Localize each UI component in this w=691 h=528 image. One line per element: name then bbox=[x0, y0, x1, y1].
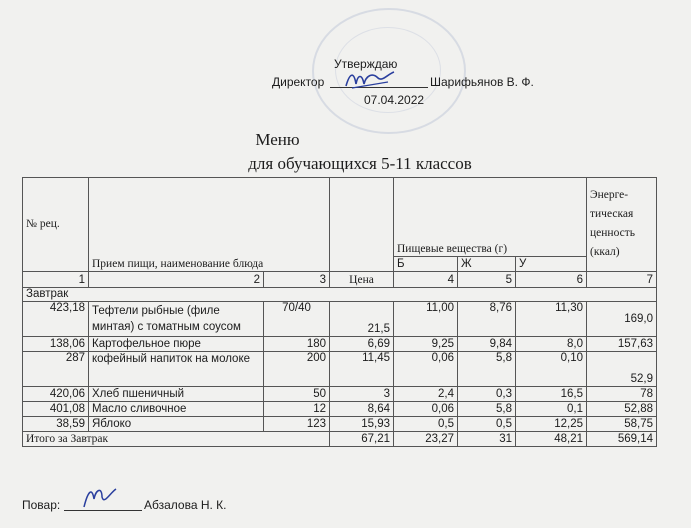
table-row bbox=[23, 337, 657, 352]
total-row bbox=[23, 432, 657, 447]
cell-name: Хлеб пшеничный bbox=[89, 387, 264, 402]
cook-label: Повар: bbox=[22, 498, 61, 512]
cell-name: кофейный напиток на молоке bbox=[89, 352, 264, 387]
cell-u: 16,5 bbox=[516, 387, 587, 402]
header-recipe: № рец. bbox=[23, 178, 89, 272]
total-label: Итого за Завтрак bbox=[23, 432, 330, 447]
cell-energy: 157,63 bbox=[587, 337, 657, 352]
column-number: 6 bbox=[516, 272, 587, 288]
cell-energy: 58,75 bbox=[587, 417, 657, 432]
cell-rec: 420,06 bbox=[23, 387, 89, 402]
cook-name: Абзалова Н. К. bbox=[144, 498, 227, 512]
director-label: Директор bbox=[272, 75, 325, 89]
cell-weight: 50 bbox=[264, 387, 330, 402]
total-u: 48,21 bbox=[516, 432, 587, 447]
cell-name: Яблоко bbox=[89, 417, 264, 432]
cell-name: Масло сливочное bbox=[89, 402, 264, 417]
cell-price: 15,93 bbox=[330, 417, 394, 432]
column-number: 5 bbox=[458, 272, 516, 288]
cell-zh: 8,76 bbox=[458, 302, 516, 337]
cell-name: Картофельное пюре bbox=[89, 337, 264, 352]
cell-zh: 0,3 bbox=[458, 387, 516, 402]
table-row bbox=[23, 302, 657, 337]
total-energy: 569,14 bbox=[587, 432, 657, 447]
cell-price: 3 bbox=[330, 387, 394, 402]
cell-energy: 52,9 bbox=[587, 352, 657, 387]
subheader-price: Цена bbox=[330, 272, 394, 288]
cell-energy: 52,88 bbox=[587, 402, 657, 417]
cell-b: 11,00 bbox=[394, 302, 458, 337]
table-row bbox=[23, 417, 657, 432]
cell-price: 6,69 bbox=[330, 337, 394, 352]
cell-zh: 9,84 bbox=[458, 337, 516, 352]
header-row bbox=[23, 178, 657, 257]
approval-date: 07.04.2022 bbox=[364, 93, 425, 107]
cell-u: 0,10 bbox=[516, 352, 587, 387]
header-nutrients: Пищевые вещества (г) bbox=[394, 178, 587, 257]
cell-energy: 78 bbox=[587, 387, 657, 402]
cell-zh: 0,5 bbox=[458, 417, 516, 432]
cell-u: 11,30 bbox=[516, 302, 587, 337]
cell-rec: 287 bbox=[23, 352, 89, 387]
total-zh: 31 bbox=[458, 432, 516, 447]
menu-table bbox=[22, 177, 657, 447]
cell-b: 9,25 bbox=[394, 337, 458, 352]
section-label: Завтрак bbox=[23, 288, 657, 302]
cell-b: 0,5 bbox=[394, 417, 458, 432]
total-b: 23,27 bbox=[394, 432, 458, 447]
cell-rec: 423,18 bbox=[23, 302, 89, 337]
header-blank bbox=[330, 178, 394, 272]
column-number: 2 bbox=[89, 272, 264, 288]
header-energy: Энерге-тическая ценность (ккал) bbox=[587, 178, 657, 272]
cook-signature-icon bbox=[80, 485, 120, 511]
table-row bbox=[23, 387, 657, 402]
cell-price: 8,64 bbox=[330, 402, 394, 417]
cell-rec: 138,06 bbox=[23, 337, 89, 352]
cook-signature-line bbox=[64, 510, 142, 511]
subheader-u: У bbox=[516, 257, 587, 272]
cell-rec: 401,08 bbox=[23, 402, 89, 417]
director-name: Шарифьянов В. Ф. bbox=[430, 75, 534, 89]
column-number: 1 bbox=[23, 272, 89, 288]
cell-energy: 169,0 bbox=[587, 302, 657, 337]
cell-b: 0,06 bbox=[394, 402, 458, 417]
table-row bbox=[23, 352, 657, 387]
cell-rec: 38,59 bbox=[23, 417, 89, 432]
column-number: 4 bbox=[394, 272, 458, 288]
cell-weight: 200 bbox=[264, 352, 330, 387]
cell-zh: 5,8 bbox=[458, 352, 516, 387]
cell-weight: 180 bbox=[264, 337, 330, 352]
cell-weight: 12 bbox=[264, 402, 330, 417]
director-signature-icon bbox=[344, 68, 396, 92]
cell-price: 21,5 bbox=[330, 302, 394, 337]
table-row bbox=[23, 402, 657, 417]
subheader-zh: Ж bbox=[458, 257, 516, 272]
subheader-b: Б bbox=[394, 257, 458, 272]
cell-b: 2,4 bbox=[394, 387, 458, 402]
column-number: 3 bbox=[264, 272, 330, 288]
page-title: Меню bbox=[255, 130, 300, 149]
cell-b: 0,06 bbox=[394, 352, 458, 387]
column-number-row bbox=[23, 272, 657, 288]
section-row bbox=[23, 288, 657, 302]
column-number: 7 bbox=[587, 272, 657, 288]
cell-zh: 5,8 bbox=[458, 402, 516, 417]
cell-u: 12,25 bbox=[516, 417, 587, 432]
cell-name: Тефтели рыбные (филе минтая) с томатным соусом bbox=[89, 302, 264, 337]
header-meal: Прием пищи, наименование блюда bbox=[89, 178, 330, 272]
approve-label: Утверждаю bbox=[334, 57, 398, 71]
cell-u: 0,1 bbox=[516, 402, 587, 417]
cell-u: 8,0 bbox=[516, 337, 587, 352]
total-price: 67,21 bbox=[330, 432, 394, 447]
cell-weight: 70/40 bbox=[264, 302, 330, 337]
page-subtitle: для обучающихся 5-11 классов bbox=[248, 154, 472, 173]
cell-weight: 123 bbox=[264, 417, 330, 432]
cell-price: 11,45 bbox=[330, 352, 394, 387]
